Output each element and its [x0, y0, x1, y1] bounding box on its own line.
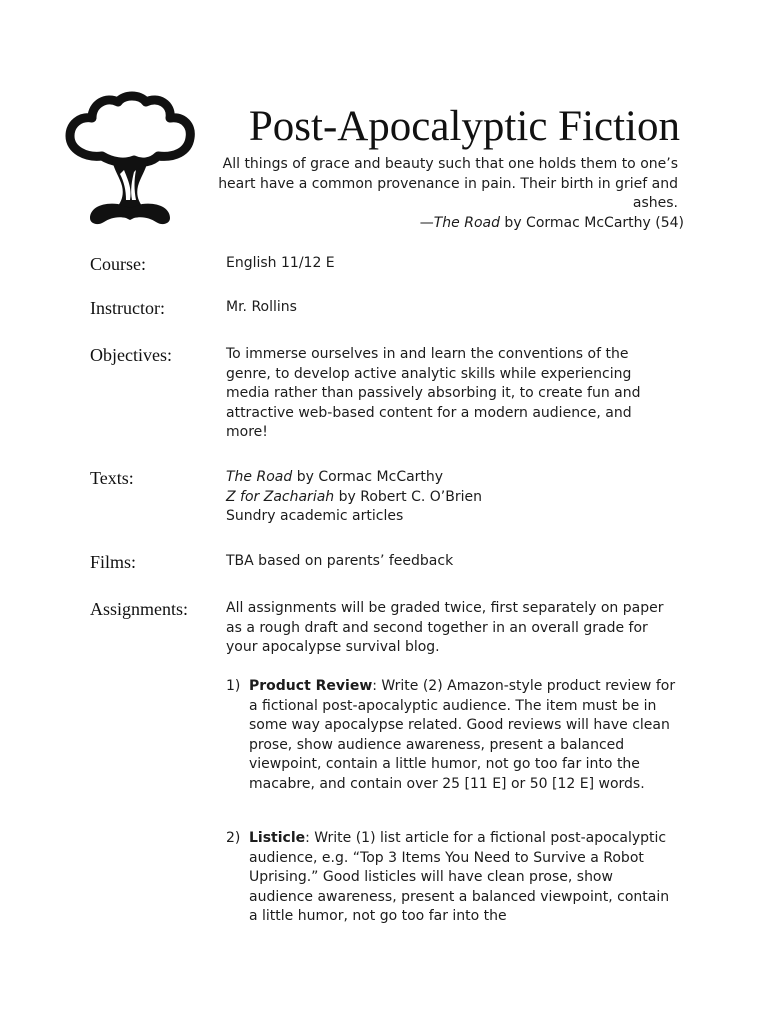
course-value: English 11/12 E [226, 255, 335, 271]
objectives-value: To immerse ourselves in and learn the conventions of the genre, to develop active analytic skills while experiencing media rather than passively absorbing it, to create fun and attractive web-based content for a modern audience, and more! [226, 346, 641, 441]
attribution-author: by Cormac McCarthy (54) [499, 215, 684, 231]
assignment-name: Listicle [249, 830, 306, 846]
text-item-title: The Road [226, 469, 293, 485]
text-item-author: by Cormac McCarthy [292, 469, 444, 485]
text-item [226, 507, 674, 527]
text-item [226, 468, 674, 488]
texts-label: Texts: [90, 468, 134, 488]
assignment-text: : Write (1) list article for a fictional post-apocalyptic audience, e.g. “Top 3 Items You Need to Survive a Robot Uprising.” Good listicles will have clean prose, show audience awareness, present a balanced viewpoint, contain a little humor, not go too far into the [249, 830, 670, 925]
assignment-item [226, 829, 678, 927]
text-item-other: Sundry academic articles [226, 508, 404, 525]
assignment-number: 1) [226, 678, 241, 694]
epigraph-attribution [200, 214, 684, 234]
objectives-label: Objectives: [90, 345, 172, 365]
text-item-author: by Robert C. O’Brien [334, 488, 482, 505]
text-item [226, 488, 674, 508]
instructor-value: Mr. Rollins [226, 299, 297, 315]
assignment-name: Product Review [249, 678, 373, 694]
assignment-description [249, 677, 678, 795]
assignment-number: 2) [226, 830, 241, 846]
attribution-book-title: The Road [433, 215, 500, 231]
mushroom-cloud-icon [62, 90, 196, 230]
assignment-text: : Write (2) Amazon-style product review for a fictional post-apocalyptic audience. The item must be in some way apocalypse related. Good reviews will have clean prose, show audience awareness, present a balanced viewpoint, contain a little humor, not go too far into the macabre, and contain over 25 [11 E] or 50 [12 E] words. [249, 678, 676, 792]
films-label: Films: [90, 552, 137, 572]
instructor-label: Instructor: [90, 298, 165, 318]
assignment-description [249, 829, 678, 927]
attribution-dash: — [419, 215, 434, 231]
text-item-title: Z for Zachariah [226, 488, 335, 505]
epigraph-quote: All things of grace and beauty such that one holds them to one’s heart have a common provenance in pain. Their birth in grief and ashes. [218, 156, 678, 212]
texts-list [226, 468, 674, 527]
assignments-intro: All assignments will be graded twice, first separately on paper as a rough draft and second together in an overall grade for your apocalypse survival blog. [226, 600, 664, 656]
assignment-item [226, 677, 678, 795]
films-value: TBA based on parents’ feedback [226, 553, 454, 569]
page-title: Post-Apocalyptic Fiction [248, 103, 680, 150]
course-label: Course: [90, 254, 146, 274]
assignments-label: Assignments: [90, 599, 189, 619]
